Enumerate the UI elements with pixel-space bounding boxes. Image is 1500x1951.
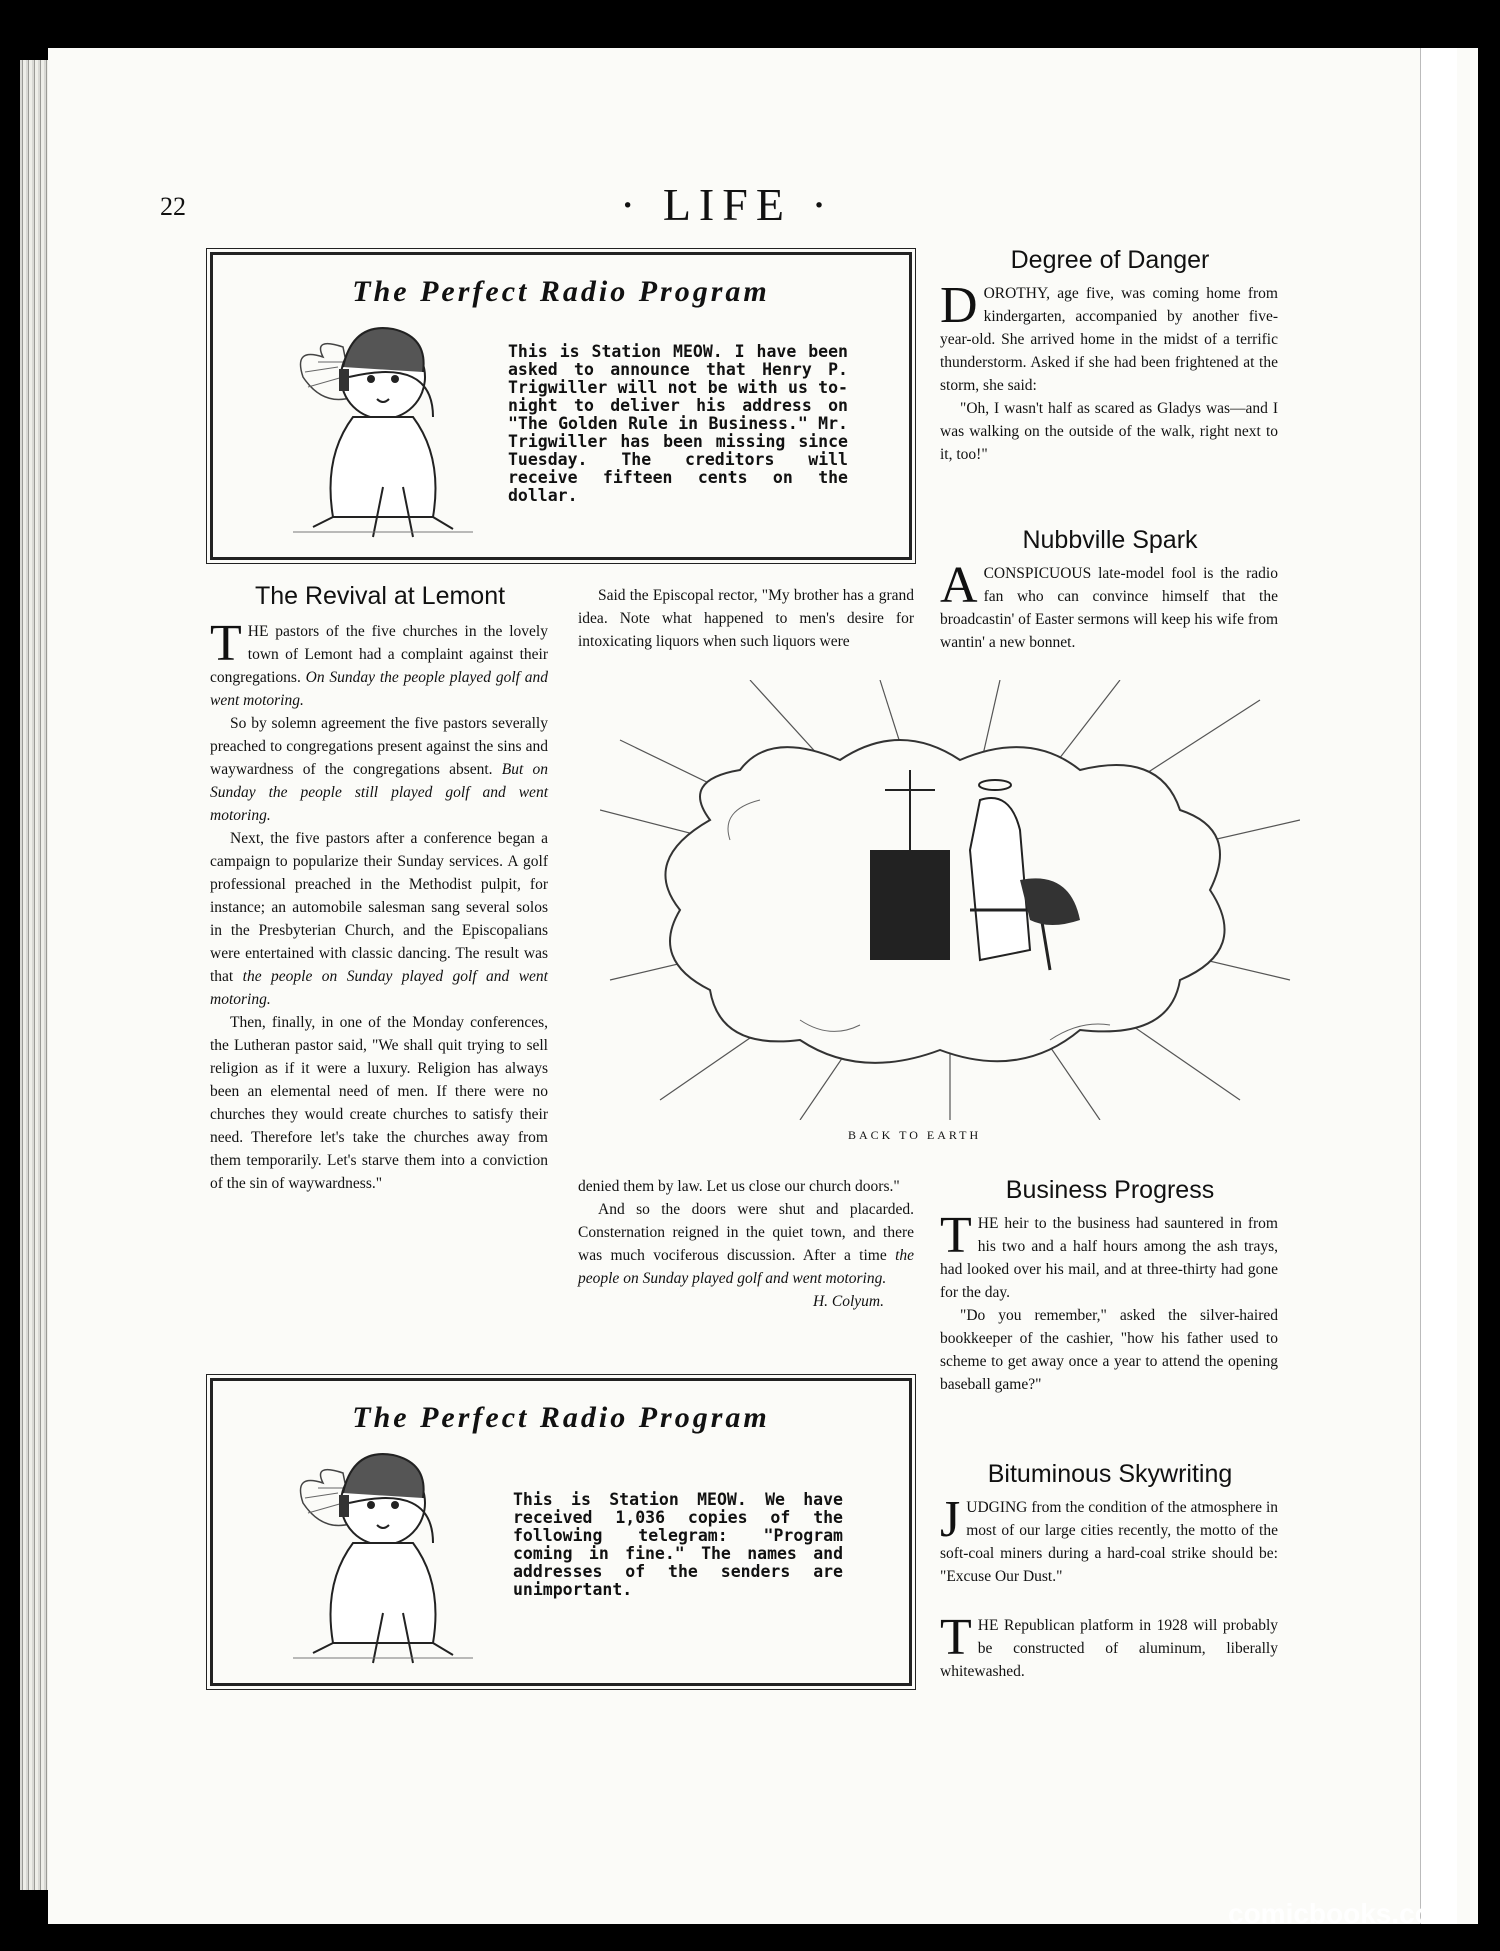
dropcap: J <box>940 1491 961 1548</box>
article-revival-col2-bottom: denied them by law. Let us close our church doors." And so the doors were shut and placarded. Consternation reigned in the quiet town, and there was much vociferous discussion. After a time the people on Sunday played golf and went motoring. H. Colyum. <box>578 1175 914 1313</box>
signature: H. Colyum. <box>812 1293 884 1310</box>
article-bituminous: JUDGING from the condition of the atmosphere in most of our large cities recently, the motto of the soft-coal miners during a hard-coal strike should be: "Excuse Our Dust." <box>940 1491 1278 1585</box>
dropcap: T <box>940 1207 972 1264</box>
article-nubbville: ACONSPICUOUS late-model fool is the radio fan who can convince himself that the broadcastin' of Easter sermons will keep his wife from wantin' a new bonnet. <box>940 557 1278 651</box>
article-revival-col1: THE pastors of the five churches in the lovely town of Lemont had a complaint against their congregations. On Sunday the people played golf and went motoring. So by solemn agreement the five pastors severally preached to congregations present against the sins and waywardness of the congregations absent. But on Sunday the people still played golf and went motoring. Next, the five pastors after a conference began a campaign to popularize their Sunday services. A golf professional preached in the Methodist pulpit, for instance; an automobile salesman sang several solos in the Presbyterian Church, and the Episcopalians were entertained with classic dancing. The result was that the people on Sunday played golf and went motoring. Then, finally, in one of the Monday conferences, the Lutheran pastor said, "We shall quit trying to sell religion as if it were a luxury. Religion has always been an elemental need of men. If there were no churches they would create churches to satisfy their need. Therefore let's take the churches away from them temporarily. Let's starve them into a conviction of the sin of waywardness." <box>210 615 548 1192</box>
article-degree: DOROTHY, age five, was coming home from kindergarten, accompanied by another five-year-old. She arrived home in the midst of a terrific thunderstorm. Asked if she had been frightened at the storm, she said: "Oh, I wasn't half as scared as Gladys was—and I was walking on the outside of the walk, right next to it, too!" <box>940 277 1278 463</box>
article-business: THE heir to the business had sauntered in from his two and a half hours among the ash trays, had looked over his mail, and at three-thirty had gone for the day. "Do you remember," asked the silver-haired bookkeeper of the cashier, "how his father used to scheme to get away once a year to attend the opening baseball game?" <box>940 1207 1278 1393</box>
illustration-caption: BACK TO EARTH <box>848 1128 982 1142</box>
article-title-business: Business Progress <box>1005 1176 1215 1204</box>
cherub-illustration <box>283 1443 483 1673</box>
box-title: The Perfect Radio Program <box>352 1401 770 1434</box>
article-republican: THE Republican platform in 1928 will probably be constructed of aluminum, liberally whitewashed. <box>940 1609 1278 1680</box>
page-spine <box>1420 48 1457 1924</box>
dropcap: A <box>940 557 978 614</box>
article-title-bituminous: Bituminous Skywriting <box>987 1460 1233 1488</box>
masthead: · LIFE · <box>620 179 835 230</box>
article-title-nubbville: Nubbville Spark <box>1022 526 1198 554</box>
radio-program-box-1 <box>210 252 912 560</box>
watermark: comicbooks.com <box>1228 1898 1457 1929</box>
box-text: This is Station MEOW. I have been asked to announce that Henry P. Trigwiller will not be with us to-night to deliver his address on "The Golden Rule in Business." Mr. Trigwiller has been missing since Tuesday. The creditors will receive fifteen cents on the dollar. <box>508 342 848 505</box>
radio-program-box-2 <box>210 1378 912 1686</box>
dropcap: T <box>940 1609 972 1666</box>
page-number: 22 <box>160 192 186 221</box>
article-title-degree: Degree of Danger <box>1010 246 1210 274</box>
dropcap: T <box>210 615 242 672</box>
page-edge <box>20 60 50 1890</box>
back-to-earth-illustration <box>600 680 1300 1120</box>
box-title: The Perfect Radio Program <box>352 275 770 308</box>
dropcap: D <box>940 277 978 334</box>
cherub-illustration <box>283 317 483 547</box>
box-text: This is Station MEOW. We have received 1,036 copies of the following telegram: "Program coming in fine." The names and addresses of the senders are unimportant. <box>513 1490 843 1599</box>
article-revival-col2-top: Said the Episcopal rector, "My brother has a grand idea. Note what happened to men's desire for intoxicating liquors when such liquors were <box>578 587 914 650</box>
article-title-revival: The Revival at Lemont <box>254 582 506 610</box>
